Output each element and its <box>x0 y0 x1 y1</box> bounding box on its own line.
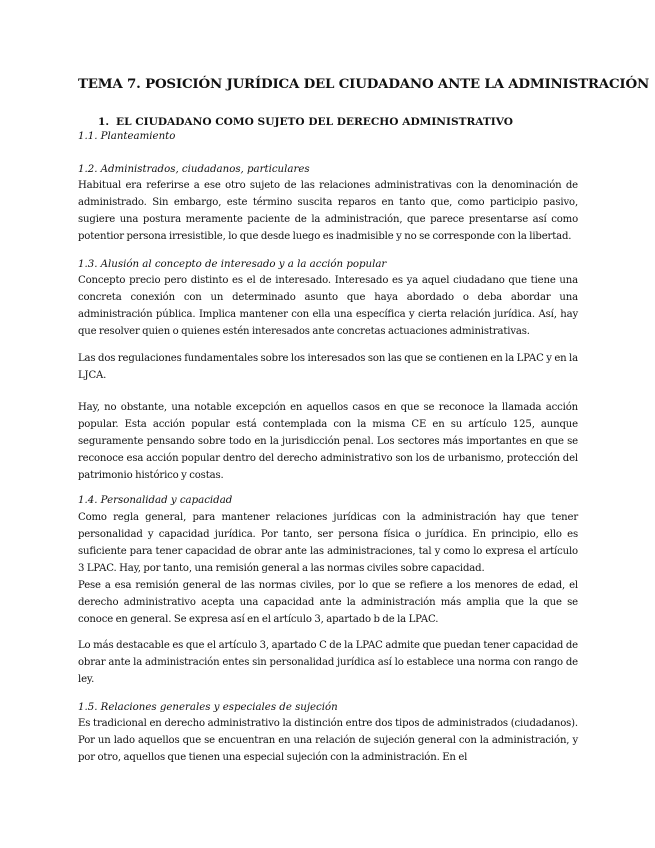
section-heading <box>98 116 513 128</box>
paragraph-personalidad: Como regla general, para mantener relaciones jurídicas con la administración hay que tener personalidad y capacidad jurídica. Por tanto, ser persona física o jurídica. En principio, ello es suficiente para tener capacidad de obrar ante las administraciones, tal y como lo expresa el artículo 3 LPAC. Hay, por tanto, una remisión general a las normas civiles sobre capacidad. <box>78 512 578 574</box>
paragraph-administrados: Habitual era referirse a ese otro sujeto de las relaciones administrativas con la denominación de administrado. Sin embargo, este término suscita reparos en tanto que, como participio pasivo, sugiere una postura meramente paciente de la administración, que parece presentarse así como potentior persona irresistible, lo que desde luego es inadmisible y no se corresponde con la libertad. <box>78 180 578 242</box>
paragraph-interesado: Concepto precio pero distinto es el de interesado. Interesado es ya aquel ciudadano que tiene una concreta conexión con un determinado asunto que haya abordado o deba abordar una administración pública. Implica mantener con ella una específica y cierta relación jurídica. Así, hay que resolver quien o quienes estén interesados ante concretas actuaciones administrativas. <box>78 275 578 337</box>
paragraph-regulaciones: Las dos regulaciones fundamentales sobre los interesados son las que se contienen en la LPAC y en la LJCA. <box>78 353 578 381</box>
paragraph-entes-sin-personalidad: Lo más destacable es que el artículo 3, apartado C de la LPAC admite que puedan tener capacidad de obrar ante la administración entes sin personalidad jurídica así lo establece una norma con rango de ley. <box>78 640 578 685</box>
subsection-heading-1-5: 1.5. Relaciones generales y especiales de sujeción <box>78 702 338 713</box>
paragraph-menores: Pese a esa remisión general de las normas civiles, por lo que se refiere a los menores de edad, el derecho administrativo acepta una capacidad ante la administración más amplia que la que se conoce en general. Se expresa así en el artículo 3, apartado b de la LPAC. <box>78 580 578 625</box>
section-label: EL CIUDADANO COMO SUJETO DEL DERECHO ADMINISTRATIVO <box>116 116 514 128</box>
paragraph-accion-popular: Hay, no obstante, una notable excepción en aquellos casos en que se reconoce la llamada acción popular. Esta acción popular está contemplada con la misma CE en su artículo 125, aunque seguramente pensando sobre todo en la jurisdicción penal. Los sectores más importantes en que se reconoce esa acción popular dentro del derecho administrativo son los de urbanismo, protección del patrimonio histórico y costas. <box>78 402 578 481</box>
subsection-heading-1-2: 1.2. Administrados, ciudadanos, particulares <box>78 164 310 175</box>
subsection-heading-1-1: 1.1. Planteamiento <box>78 131 176 142</box>
document-title: TEMA 7. POSICIÓN JURÍDICA DEL CIUDADANO ANTE LA ADMINISTRACIÓN <box>78 76 649 92</box>
subsection-heading-1-3: 1.3. Alusión al concepto de interesado y a la acción popular <box>78 259 387 270</box>
paragraph-sujecion: Es tradicional en derecho administrativo la distinción entre dos tipos de administrados (ciudadanos). Por un lado aquellos que se encuentran en una relación de sujeción general con la administración, y por otro, aquellos que tienen una especial sujeción con la administración. En el <box>78 718 578 763</box>
subsection-heading-1-4: 1.4. Personalidad y capacidad <box>78 495 233 506</box>
section-number: 1. <box>98 116 110 128</box>
